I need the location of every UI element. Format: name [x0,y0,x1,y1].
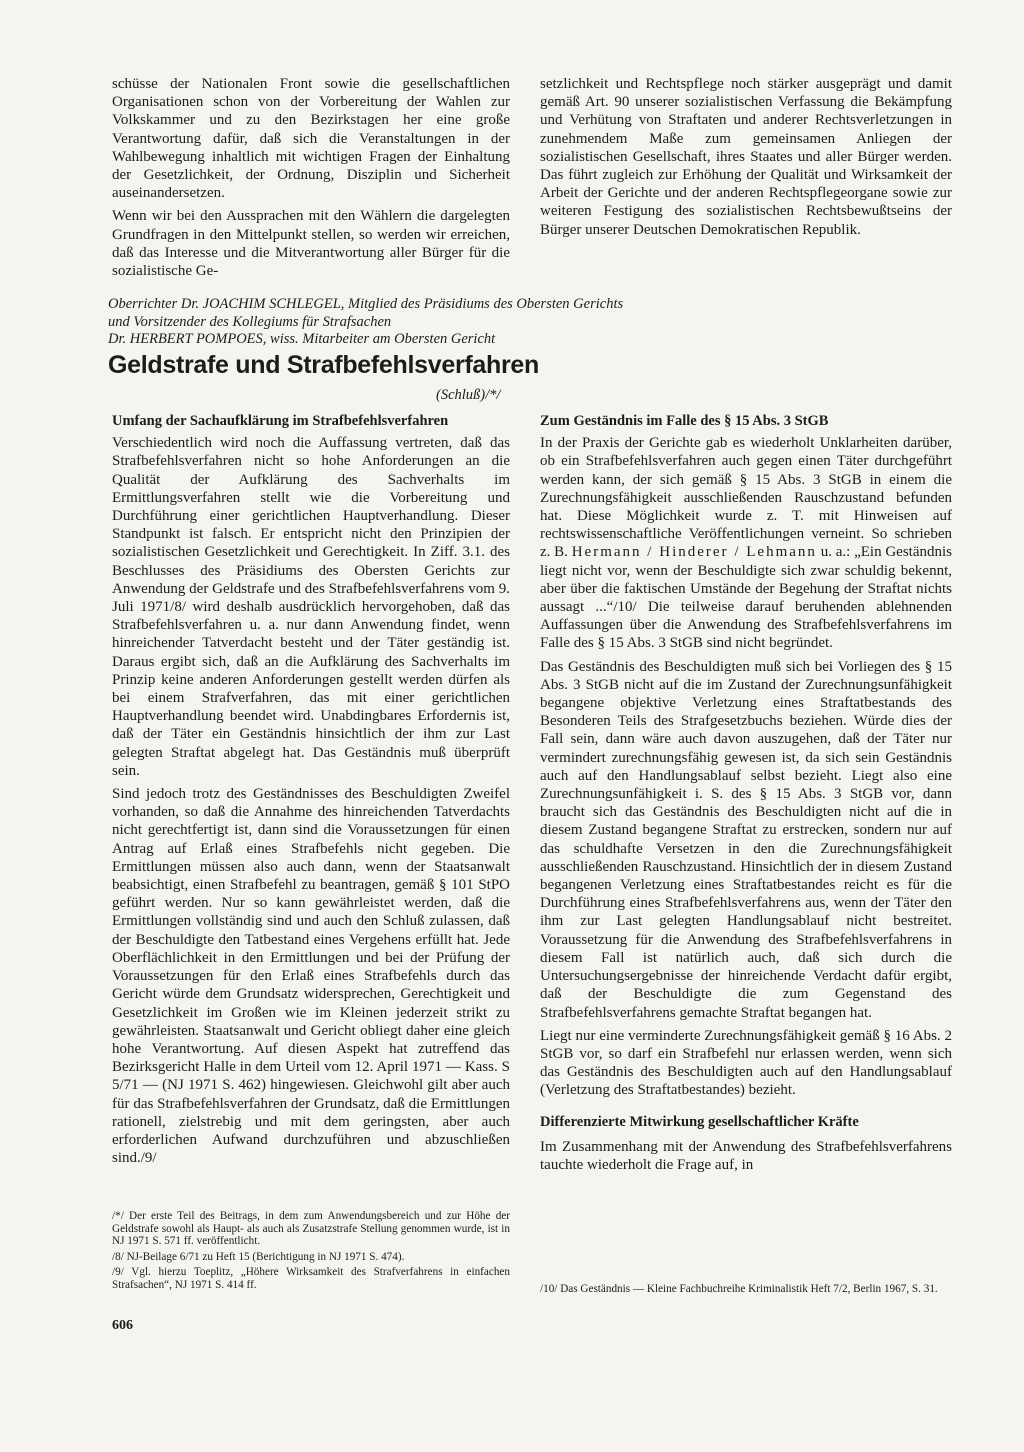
section-heading: Umfang der Sachaufklärung im Strafbefehlsverfahren [112,413,449,429]
article-title: Geldstrafe und Strafbefehlsverfahren [108,351,539,379]
article-subtitle: (Schluß)/*/ [436,387,501,403]
main-left-column [112,412,510,1172]
footnote: /9/ Vgl. hierzu Toeplitz, „Höhere Wirksamkeit des Strafverfahrens in einfachen Strafsachen“, NJ 1971 S. 414 ff. [112,1266,510,1291]
author-line: Dr. HERBERT POMPOES, wiss. Mitarbeiter am Obersten Gericht [108,331,496,347]
section-heading: Zum Geständnis im Falle des § 15 Abs. 3 StGB [540,413,829,429]
author-line: und Vorsitzender des Kollegiums für Strafsachen [108,313,392,330]
body-paragraph [540,434,952,652]
author-block [108,296,958,349]
footnote: /10/ Das Geständnis — Kleine Fachbuchreihe Kriminalistik Heft 7/2, Berlin 1967, S. 31. [540,1283,938,1295]
cited-authors: Hermann / Hinderer / Lehmann [571,544,817,561]
body-paragraph: Verschiedentlich wird noch die Auffassung vertreten, daß das Strafbefehlsverfahren nicht so hohe Anforderungen an die Qualität der Aufklärung des Sachverhalts im Ermittlungsverfahren stellt wie die Vorbereitung und Durchführung einer gerichtlichen Hauptverhandlung. Dieser Standpunkt ist falsch. Er entspricht nicht den Prinzipien der sozialistischen Gesetzlichkeit und Gerechtigkeit. In Ziff. 3.1. des Beschlusses des Präsidiums des Obersten Gerichts zur Anwendung der Geldstrafe und des Strafbefehlsverfahrens vom 9. Juli 1971/8/ wird deshalb ausdrücklich hervorgehoben, daß das Strafbefehlsverfahren u. a. nur dann Anwendung findet, wenn hinreichender Tatverdacht besteht und der Täter geständig ist. Daraus ergibt sich, daß an die Aufklärung des Sachverhalts im Prinzip keine anderen Anforderungen gestellt werden dürfen als bei einem Strafverfahren, das mit einer gerichtlichen Hauptverhandlung beendet wird. Unabdingbares Erfordernis ist, daß der Täter ein Geständnis hinsichtlich der ihm zur Last gelegten Straftat abgelegt hat. Das Geständnis muß überprüft sein. [112,435,510,779]
text-run: u. a.: „Ein Geständnis liegt nicht vor, wenn der Beschuldigte sich zwar schuldig bekennt, aber über die faktischen Umstände der Begehung der Straftat nichts aussagt ...“/10/ Die teilweise darauf beruhenden ablehnenden Auffassungen über die Anwendung des Strafbefehlsverfahrens im Falle des § 15 Abs. 3 StGB sind nicht begründet. [540,544,952,652]
top-right-column [540,75,952,244]
body-paragraph: Liegt nur eine verminderte Zurechnungsfähigkeit gemäß § 16 Abs. 2 StGB vor, so darf ein Strafbefehl nur erlassen werden, wenn sich das Geständnis des Beschuldigten auch auf den Handlungsablauf (Verletzung des Straftatbestandes) bezieht. [540,1027,952,1099]
body-paragraph: Sind jedoch trotz des Geständnisses des Beschuldigten Zweifel vorhanden, so daß die Annahme des hinreichenden Tatverdachts nicht gerechtfertigt ist, dann sind die Voraussetzungen für einen Antrag auf Erlaß eines Strafbefehls nicht gegeben. Die Ermittlungen müssen also auch dann, wenn der Staatsanwalt beabsichtigt, einen Strafbefehl zu beantragen, gemäß § 101 StPO geführt werden. Nur so kann gewährleistet werden, daß die Ermittlungen vollständig sind und auch den Schluß zulassen, daß der Beschuldigte den Tatbestand eines Vergehens erfüllt hat. Jede Oberflächlichkeit in den Ermittlungen und bei der Prüfung der Voraussetzungen für den Erlaß eines Strafbefehls durch das Gericht würde dem Grundsatz widersprechen, Gerechtigkeit und Gesetzlichkeit im Großen wie im Kleinen jederzeit strikt zu gewährleisten. Staatsanwalt und Gericht obliegt daher eine gleich hohe Verantwortung. Auf diesen Aspekt hat zutreffend das Bezirksgericht Halle in dem Urteil vom 12. April 1971 — Kass. S 5/71 — (NJ 1971 S. 462) hingewiesen. Gleichwohl gilt aber auch für das Strafbefehlsverfahren der Grundsatz, daß die Ermittlungen rationell, zielstrebig und mit dem geringsten, aber auch erforderlichen Aufwand durchzuführen und abzuschließen sind./9/ [112,786,510,1167]
top-left-column [112,75,510,285]
body-paragraph: Wenn wir bei den Aussprachen mit den Wählern die dargelegten Grundfragen in den Mittelpunkt stellen, so werden wir erreichen, daß das Interesse und die Mitverantwortung aller Bürger für die sozialistische Ge- [112,208,510,280]
body-paragraph: schüsse der Nationalen Front sowie die gesellschaftlichen Organisationen schon von der Vorbereitung der Wahlen zur Volkskammer und zu den Bezirkstagen her eine große Verantwortung dafür, daß sich die Veranstaltungen in der Wahlbewegung inhaltlich mit wichtigen Fragen der Einhaltung der Gesetzlichkeit, der Ordnung, Disziplin und Sicherheit auseinandersetzen. [112,76,510,202]
section-heading: Differenzierte Mitwirkung gesellschaftlicher Kräfte [540,1113,859,1130]
body-paragraph: Im Zusammenhang mit der Anwendung des Strafbefehlsverfahrens tauchte wiederholt die Frage auf, in [540,1138,952,1173]
footnote: /*/ Der erste Teil des Beitrags, in dem zum Anwendungsbereich und zur Höhe der Geldstrafe sowohl als Haupt- als auch als Zusatzstrafe Stellung genommen wurde, ist in NJ 1971 S. 571 ff. veröffentlicht. [112,1210,510,1248]
footnote: /8/ NJ-Beilage 6/71 zu Heft 15 (Berichtigung in NJ 1971 S. 474). [112,1250,405,1263]
text-run: In der Praxis der Gerichte gab es wiederholt Unklarheiten darüber, ob ein Strafbefehlsverfahren auch gegen einen Täter durchgeführt werden kann, der sich gemäß § 15 Abs. 3 StGB in einem die Zurechnungsfähigkeit ausschließenden Rauschzustand befunden hat. Diese Möglichkeit wurde z. T. mit Hinweisen auf rechtswissenschaftliche Veröffentlichungen verneint. So schrieben z. B. [540,435,952,561]
body-paragraph: Das Geständnis des Beschuldigten muß sich bei Vorliegen des § 15 Abs. 3 StGB nicht auf die im Zustand der Zurechnungsunfähigkeit begangene objektive Verletzung eines Straftatbestands des Besonderen Teils des Strafgesetzbuchs beziehen. Würde dies der Fall sein, dann wäre auch davon auszugehen, daß der Täter nur vermindert zurechnungsfähig gewesen ist, da sich sein Geständnis auch auf den Handlungsablauf selbst bezieht. Liegt also eine Zurechnungsunfähigkeit i. S. des § 15 Abs. 3 StGB vor, dann braucht sich das Geständnis des Beschuldigten nicht auf die in diesem Zustand begangene Straftat zu erstrecken, sondern nur auf das schuldhafte Versetzen in den die Zurechnungsfähigkeit ausschließenden Rauschzustand. Hinsichtlich der in diesem Zustand begangenen Verletzung eines Straftatbestandes reicht es für die Durchführung eines Strafbefehlsverfahrens aus, wenn der Täter den ihm zur Last gelegten Handlungsablauf nicht bestreitet. Voraussetzung für die Anwendung des Strafbefehlsverfahrens in diesem Fall ist natürlich auch, daß sich durch die Untersuchungsergebnisse der hinreichende Verdacht dafür ergibt, daß der Beschuldigte die zum Gegenstand des Strafbefehlsverfahrens gemachte Straftat begangen hat. [540,658,952,1021]
body-paragraph: setzlichkeit und Rechtspflege noch stärker ausgeprägt und damit gemäß Art. 90 unserer sozialistischen Verfassung die Bekämpfung und Verhütung von Straftaten und anderer Rechtsverletzungen in zunehmendem Maße zum gemeinsamen Anliegen der sozialistischen Gesellschaft, ihres Staates und aller Bürger werden. Das führt zugleich zur Erhöhung der Qualität und Wirksamkeit der Arbeit der Gerichte und der anderen Rechtspflegeorgane sowie zur weiteren Festigung des sozialistischen Rechtsbewußtseins der Bürger unserer Deutschen Demokratischen Republik. [540,76,952,238]
author-line: Oberrichter Dr. JOACHIM SCHLEGEL, Mitglied des Präsidiums des Obersten Gerichts [108,296,624,312]
footnotes-left [112,1210,510,1295]
main-right-column [540,412,952,1179]
page-number: 606 [112,1318,133,1333]
